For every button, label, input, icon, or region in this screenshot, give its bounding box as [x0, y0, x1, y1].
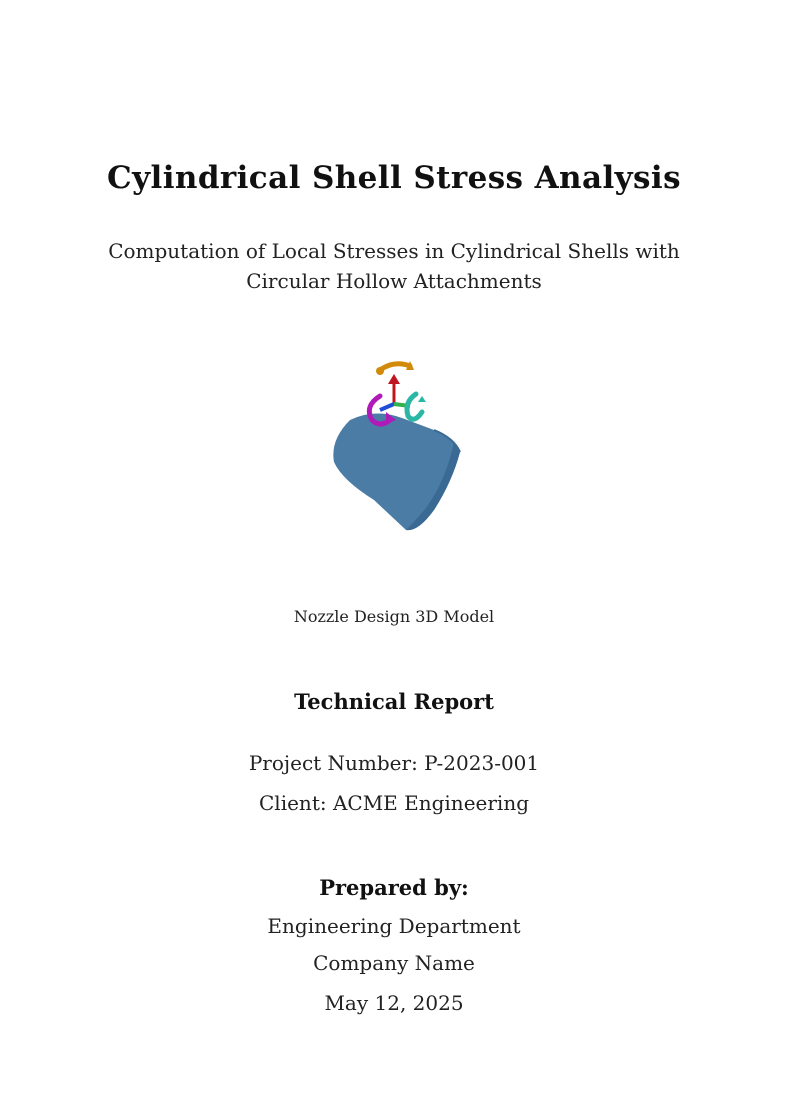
report-date: May 12, 2025	[324, 991, 464, 1015]
client-name: Client: ACME Engineering	[259, 791, 529, 815]
department-name: Engineering Department	[267, 914, 521, 938]
document-subtitle: Computation of Local Stresses in Cylindrical Shells with Circular Hollow Attachments	[108, 239, 680, 293]
document-title: Cylindrical Shell Stress Analysis	[107, 160, 681, 196]
prepared-by-label: Prepared by:	[319, 875, 469, 900]
moment-right-arrow	[407, 394, 422, 419]
report-heading: Technical Report	[294, 689, 494, 714]
nozzle-model-figure	[314, 350, 474, 540]
nozzle-cylinder-3d-model-icon	[314, 350, 474, 540]
company-name: Company Name	[313, 951, 475, 975]
figure-caption: Nozzle Design 3D Model	[293, 607, 495, 626]
moment-top-arrow	[380, 364, 410, 370]
cylinder-body	[333, 413, 460, 530]
project-number: Project Number: P-2023-001	[248, 751, 540, 775]
